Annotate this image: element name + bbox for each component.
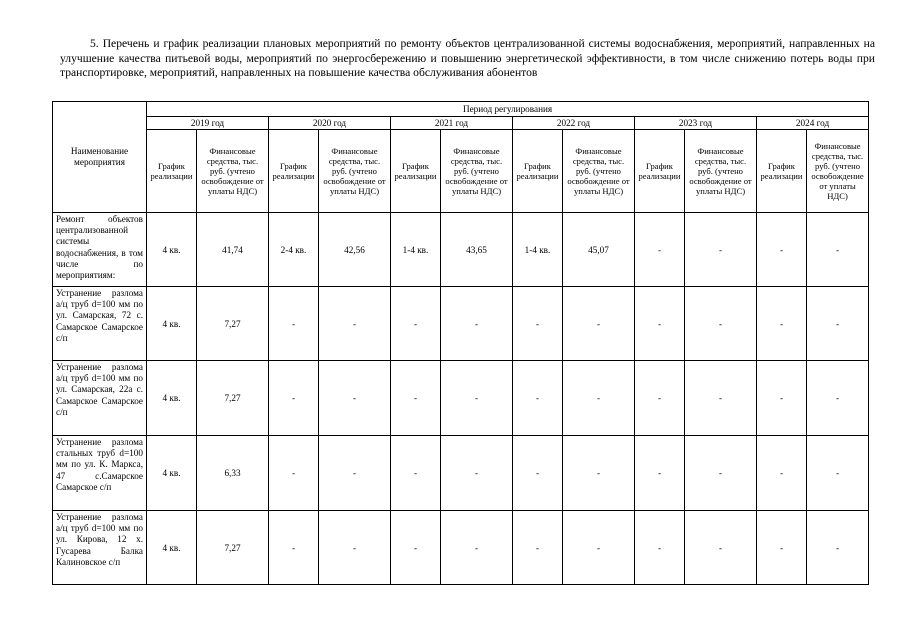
finance-cell: - [563,361,635,436]
finance-cell: 6,33 [197,436,269,511]
schedule-cell: - [635,213,685,287]
schedule-cell: 2-4 кв. [269,213,319,287]
year-header: 2023 год [635,117,757,130]
finance-cell: - [807,213,869,287]
finance-cell: - [685,287,757,361]
section-heading: 5. Перечень и график реализации плановых мероприятий по ремонту объектов централизованной системы водоснабжения, мероприятий, направленных на улучшение качества питьевой воды, мероприятий по энергосбережению и повышению энергетической эффективности, в том числе снижению потерь воды при транспортировке, мероприятий, направленных на повышение качества обслуживания абонентов [60,37,875,79]
finance-cell: - [441,436,513,511]
year-header: 2024 год [757,117,869,130]
schedule-cell: - [635,436,685,511]
schedule-cell: - [269,361,319,436]
finance-cell: 41,74 [197,213,269,287]
schedule-subheader: График реализации [513,130,563,213]
schedule-subheader: График реализации [147,130,197,213]
measure-name-cell: Устранение разлома а/ц труб d=100 мм по ул. Самарская, 72 с. Самарское Самарское с/п [53,287,147,361]
schedule-cell: - [513,287,563,361]
finance-cell: - [563,511,635,585]
finance-cell: 7,27 [197,511,269,585]
schedule-cell: - [269,511,319,585]
finance-cell: - [563,436,635,511]
name-column-header: Наименование мероприятия [53,102,147,213]
schedule-cell: - [391,436,441,511]
schedule-cell: - [391,361,441,436]
finance-cell: - [319,287,391,361]
schedule-cell: 4 кв. [147,436,197,511]
schedule-subheader: График реализации [757,130,807,213]
year-header: 2019 год [147,117,269,130]
finance-cell: 43,65 [441,213,513,287]
finance-subheader: Финансовые средства, тыс. руб. (учтено освобождение от уплаты НДС) [319,130,391,213]
finance-subheader: Финансовые средства, тыс. руб. (учтено освобождение от уплаты НДС) [685,130,757,213]
finance-cell: - [563,287,635,361]
schedule-cell: - [635,287,685,361]
schedule-cell: 1-4 кв. [513,213,563,287]
finance-cell: 45,07 [563,213,635,287]
schedule-cell: 4 кв. [147,511,197,585]
schedule-cell: - [513,361,563,436]
schedule-cell: - [757,213,807,287]
schedule-cell: - [757,436,807,511]
schedule-cell: 1-4 кв. [391,213,441,287]
finance-subheader: Финансовые средства, тыс. руб. (учтено освобождение от уплаты НДС) [807,130,869,213]
measure-name-cell: Устранение разлома а/ц труб d=100 мм по ул. Самарская, 22а с. Самарское Самарское с/п [53,361,147,436]
table-row [53,436,869,511]
finance-cell: - [319,511,391,585]
finance-cell: - [319,361,391,436]
finance-cell: - [441,361,513,436]
measure-name-cell: Устранение разлома а/ц труб d=100 мм по ул. Кирова, 12 х. Гусарева Балка Калиновское с/п [53,511,147,585]
year-header: 2020 год [269,117,391,130]
schedule-table [52,101,869,585]
schedule-cell: - [757,287,807,361]
schedule-cell: - [269,287,319,361]
schedule-subheader: График реализации [391,130,441,213]
finance-cell: - [441,287,513,361]
schedule-cell: - [269,436,319,511]
finance-cell: - [807,361,869,436]
finance-cell: - [685,511,757,585]
finance-subheader: Финансовые средства, тыс. руб. (учтено освобождение от уплаты НДС) [197,130,269,213]
table-row [53,287,869,361]
schedule-cell: - [513,436,563,511]
period-header: Период регулирования [147,102,869,117]
finance-cell: 7,27 [197,287,269,361]
schedule-cell: 4 кв. [147,287,197,361]
finance-cell: - [807,287,869,361]
finance-cell: - [685,436,757,511]
finance-cell: - [807,436,869,511]
schedule-cell: 4 кв. [147,361,197,436]
table-row [53,361,869,436]
schedule-cell: - [391,287,441,361]
schedule-cell: - [757,511,807,585]
finance-cell: 7,27 [197,361,269,436]
finance-cell: - [319,436,391,511]
finance-cell: 42,56 [319,213,391,287]
finance-cell: - [685,213,757,287]
year-header: 2022 год [513,117,635,130]
measure-name-cell: Ремонт объектов централизованной системы водоснабжения, в том числе по мероприятиям: [53,213,147,287]
schedule-subheader: График реализации [635,130,685,213]
schedule-cell: - [757,361,807,436]
table-row [53,511,869,585]
schedule-cell: - [635,361,685,436]
finance-cell: - [441,511,513,585]
finance-subheader: Финансовые средства, тыс. руб. (учтено освобождение от уплаты НДС) [563,130,635,213]
finance-cell: - [807,511,869,585]
schedule-cell: - [513,511,563,585]
finance-subheader: Финансовые средства, тыс. руб. (учтено освобождение от уплаты НДС) [441,130,513,213]
year-header: 2021 год [391,117,513,130]
schedule-cell: - [635,511,685,585]
schedule-cell: - [391,511,441,585]
table-row [53,213,869,287]
measure-name-cell: Устранение разлома стальных труб d=100 мм по ул. К. Маркса, 47 с.Самарское Самарское с/п [53,436,147,511]
schedule-subheader: График реализации [269,130,319,213]
finance-cell: - [685,361,757,436]
schedule-cell: 4 кв. [147,213,197,287]
